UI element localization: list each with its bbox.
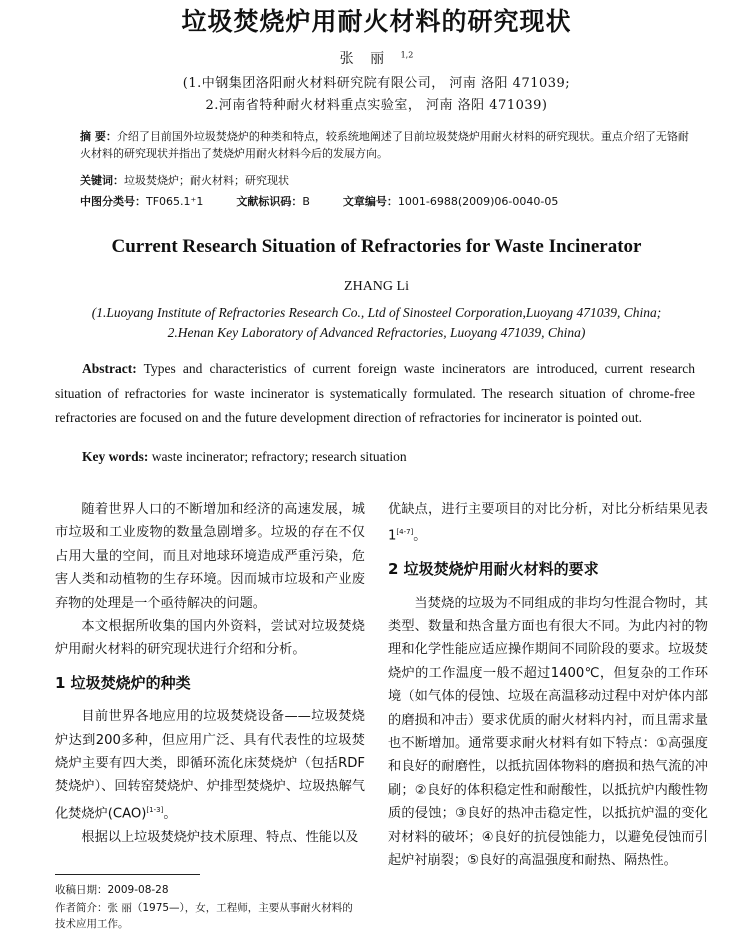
cn-author: 张 丽 $^{1,2}$ (339, 50, 414, 67)
en-keywords (82, 449, 407, 465)
paragraph: 根据以上垃圾焚烧炉技术原理、特点、性能以及 (81, 829, 359, 845)
en-keywords-text: waste incinerator; refractory; research situation (148, 449, 407, 464)
doc-code-label: 文献标识码： (236, 195, 303, 208)
cn-classification-line (80, 193, 558, 210)
body-right-column (388, 498, 708, 872)
en-affiliation-1: (1.Luoyang Institute of Refractories Research Co., Ltd of Sinosteel Corporation,Luoyang 471039, China; (91, 305, 662, 320)
cn-abstract (80, 128, 695, 162)
section-heading-1: 1 垃圾焚烧炉的种类 (55, 673, 191, 692)
citation: [4-7] (396, 528, 414, 537)
cn-affiliation-1: (1.中钢集团洛阳耐火材料研究院有限公司， 河南 洛阳 471039; (182, 76, 571, 91)
en-title: Current Research Situation of Refractories for Waste Incinerator (111, 236, 642, 257)
cn-abstract-label: 摘 要： (80, 130, 117, 143)
paragraph: 随着世界人口的不断增加和经济的高速发展，城市垃圾和工业废物的数量急剧增多。垃圾的存在不仅占用大量的空间，而且对地球环境造成严重污染，危害人类和动植物的生存环境。因而城市垃圾和产业废弃物的处理是一个亟待解决的问题。 (55, 502, 365, 611)
paragraph: 当焚烧的垃圾为不同组成的非均匀性混合物时，其类型、数量和热含量方面也有很大不同。为此内衬的物理和化学性能应适应操作期间不同阶段的要求。垃圾焚烧炉的工作温度一般不超过1400℃，但复杂的工作环境（如气体的侵蚀、垃圾在高温移动过程中对炉体内部的磨损和冲击）要求优质的耐火材料内衬，而且需求量也不断增加。通常要求耐火材料有如下特点：①高强度和良好的耐磨性，以抵抗固体物料的磨损和热气流的冲刷；②良好的体积稳定性和耐酸性，以抵抗炉内酸性物质的侵蚀；③良好的热冲击稳定性，以抵抗炉温的变化对材料的破坏；④良好的抗侵蚀能力，以避免侵蚀而引起炉衬崩裂；⑤良好的高温强度和耐热、隔热性。 (388, 595, 708, 869)
cn-abstract-text: 介绍了目前国外垃圾焚烧炉的种类和特点，较系统地阐述了目前垃圾焚烧炉用耐火材料的研究现状。重点介绍了无铬耐火材料的研究现状并指出了焚烧炉用耐火材料今后的发展方向。 (80, 130, 689, 161)
en-abstract-label: Abstract: (82, 361, 137, 376)
en-keywords-label: Key words: (82, 449, 149, 464)
paragraph: 本文根据所收集的国内外资料，尝试对垃圾焚烧炉用耐火材料的研究现状进行介绍和分析。 (55, 619, 365, 658)
section-heading-2: 2 垃圾焚烧炉用耐火材料的要求 (388, 560, 599, 579)
cn-author-sup: 1,2 (400, 50, 414, 60)
cn-keywords (80, 172, 289, 189)
en-abstract-text: Types and characteristics of current foreign waste incinerators are introduced, current research situation of refractories for waste incinerator is systematically formulated. The research situation of chrome-free refractories are focused on and the future development direction of refractories for incinerator is pointed out. (55, 361, 695, 425)
paragraph: 目前世界各地应用的垃圾焚烧设备——垃圾焚烧炉达到200多种，但应用广泛、具有代表性的垃圾焚烧炉主要有四大类，即循环流化床焚烧炉（包括RDF焚烧炉）、回转窑焚烧炉、炉排型焚烧炉、垃圾热解气化焚烧炉(CAO)[1-3]。 (55, 709, 365, 822)
footnote-received: 收稿日期：2009-08-28 (55, 884, 169, 896)
footnote-divider (55, 874, 200, 875)
article-no-value: 1001-6988(2009)06-0040-05 (397, 195, 559, 208)
clc-value: TF065.1⁺1 (146, 195, 204, 208)
cn-keywords-label: 关键词： (80, 174, 124, 187)
citation: [1-3] (146, 805, 164, 814)
paragraph: 优缺点，进行主要项目的对比分析，对比分析结果见表1[4-7]。 (388, 502, 708, 544)
body-left-column (55, 498, 365, 849)
en-affiliation-2: 2.Henan Key Laboratory of Advanced Refractories, Luoyang 471039, China) (167, 325, 586, 340)
article-no-label: 文章编号： (342, 195, 398, 208)
en-author: ZHANG Li (344, 279, 409, 294)
en-abstract (55, 357, 695, 431)
cn-affiliation-2: 2.河南省特种耐火材料重点实验室， 河南 洛阳 471039) (205, 98, 548, 113)
cn-title: 垃圾焚烧炉用耐火材料的研究现状 (181, 7, 572, 36)
doc-code-value: B (302, 195, 310, 208)
footnote-author-info: 作者简介：张 丽（1975—），女，工程师，主要从事耐火材料的技术应用工作。 (55, 902, 353, 931)
clc-label: 中图分类号： (80, 195, 146, 208)
cn-keywords-text: 垃圾焚烧炉；耐火材料；研究现状 (124, 174, 289, 187)
